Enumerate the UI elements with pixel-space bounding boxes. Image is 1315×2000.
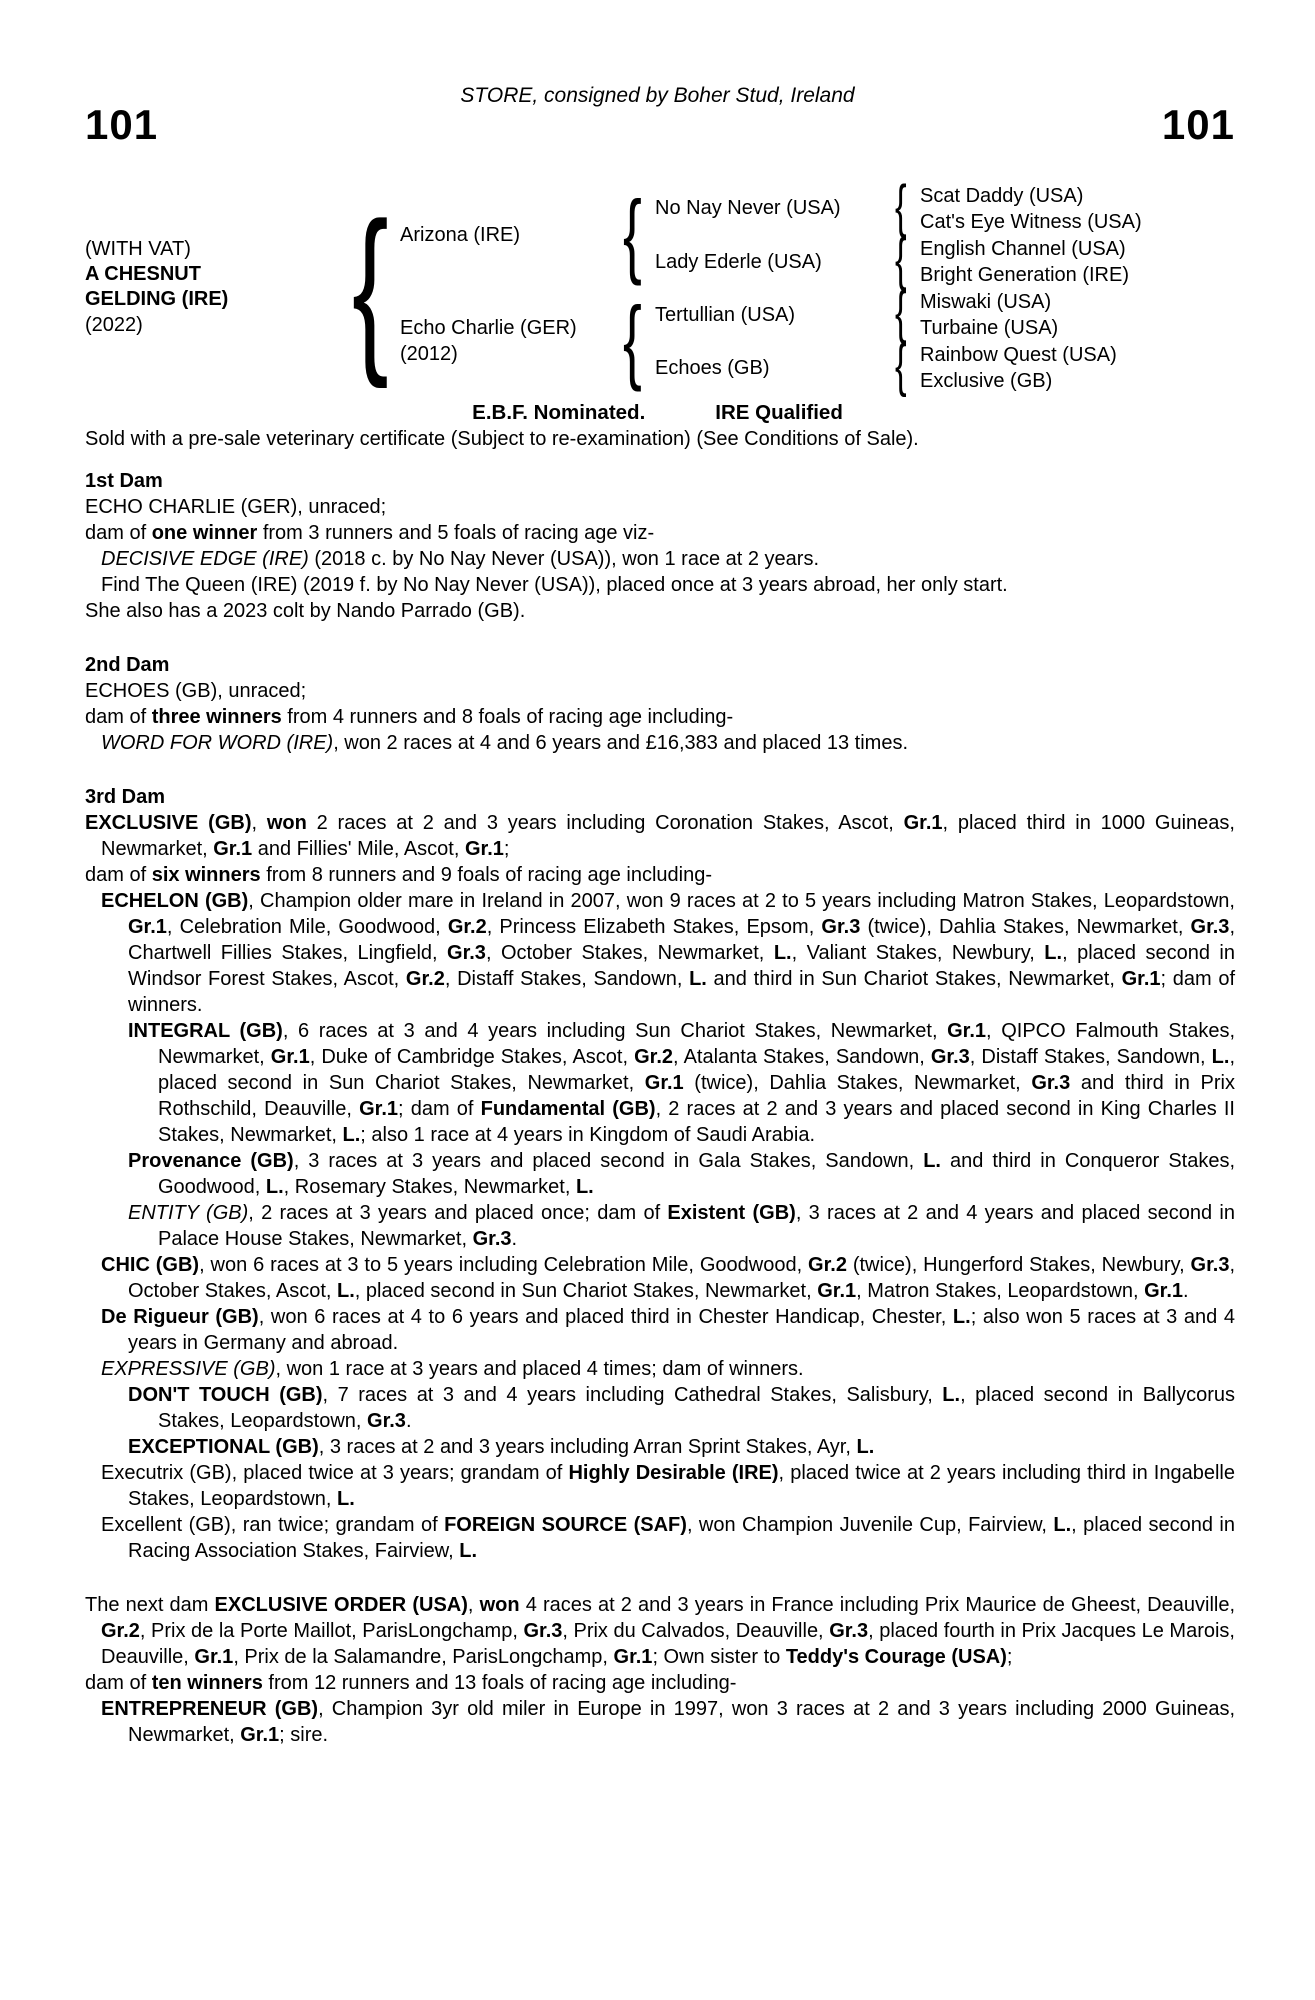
pedigree-paragraph: De Rigueur (GB), won 6 races at 4 to 6 years and placed third in Chester Handicap, Chester, L.; also won 5 races at 3 and 4 years in Germany and abroad. bbox=[101, 1306, 1235, 1354]
section-heading: 2nd Dam bbox=[85, 654, 170, 676]
pedigree-paragraph: ECHOES (GB), unraced; bbox=[85, 680, 307, 702]
pedigree-gen3-5: Miswaki (USA) bbox=[920, 291, 1052, 313]
pedigree-paragraph: ENTREPRENEUR (GB), Champion 3yr old miler in Europe in 1997, won 3 races at 2 and 3 years including 2000 Guineas, Newmarket, Gr.1; sire. bbox=[101, 1698, 1235, 1746]
pedigree-sire-dam: Lady Ederle (USA) bbox=[655, 251, 822, 273]
section-heading: 3rd Dam bbox=[85, 786, 166, 808]
consignor-line: STORE, consigned by Boher Stud, Ireland bbox=[460, 84, 855, 107]
dam-section bbox=[85, 468, 1235, 624]
section-heading: 1st Dam bbox=[85, 470, 163, 492]
lot-number-right: 101 bbox=[1161, 101, 1235, 148]
subject-year: (2022) bbox=[85, 314, 143, 336]
sire-brace bbox=[623, 187, 642, 281]
pedigree-text bbox=[85, 468, 1235, 1748]
pedigree-dam: Echo Charlie (GER) bbox=[400, 317, 577, 339]
dam-section bbox=[85, 784, 1235, 1564]
gen3-brace-4 bbox=[895, 337, 907, 395]
pedigree-sire: Arizona (IRE) bbox=[400, 224, 521, 246]
presale-note: Sold with a pre-sale veterinary certificate (Subject to re-examination) (See Conditions of Sale). bbox=[85, 428, 919, 450]
pedigree-paragraph: EXCEPTIONAL (GB), 3 races at 2 and 3 years including Arran Sprint Stakes, Ayr, L. bbox=[128, 1436, 875, 1458]
pedigree-tree bbox=[0, 0, 1315, 400]
pedigree-paragraph: She also has a 2023 colt by Nando Parrado (GB). bbox=[85, 600, 526, 622]
main-brace bbox=[352, 195, 389, 378]
dam-brace bbox=[623, 293, 642, 387]
lot-number-left: 101 bbox=[85, 101, 159, 148]
pedigree-paragraph: ECHO CHARLIE (GER), unraced; bbox=[85, 496, 387, 518]
pedigree-paragraph: ENTITY (GB), 2 races at 3 years and placed once; dam of Existent (GB), 3 races at 2 and 4 years and placed second in Palace House Stakes, Newmarket, Gr.3. bbox=[128, 1202, 1235, 1250]
ebf-nominated-label: E.B.F. Nominated. bbox=[472, 401, 646, 424]
pedigree-paragraph: CHIC (GB), won 6 races at 3 to 5 years including Celebration Mile, Goodwood, Gr.2 (twice), Hungerford Stakes, Newbury, Gr.3, October Stakes, Ascot, L., placed second in Sun Chariot Stakes, Newmarket, Gr.1, Matron Stakes, Leopardstown, Gr.1. bbox=[101, 1254, 1236, 1302]
pedigree-paragraph: The next dam EXCLUSIVE ORDER (USA), won 4 races at 2 and 3 years in France including Prix Maurice de Gheest, Deauville, Gr.2, Prix de la Porte Maillot, ParisLongchamp, Gr.3, Prix du Calvados, Deauville, Gr.3, placed fourth in Prix Jacques Le Marois, Deauville, Gr.1, Prix de la Salamandre, ParisLongchamp, Gr.1; Own sister to Teddy's Courage (USA); bbox=[85, 1594, 1236, 1668]
pedigree-gen3-2: Cat's Eye Witness (USA) bbox=[920, 211, 1142, 233]
pedigree-gen3-1: Scat Daddy (USA) bbox=[920, 185, 1084, 207]
pedigree-paragraph: Executrix (GB), placed twice at 3 years; grandam of Highly Desirable (IRE), placed twice at 2 years including third in Ingabelle Stakes, Leopardstown, L. bbox=[101, 1462, 1235, 1510]
pedigree-paragraph: DECISIVE EDGE (IRE) (2018 c. by No Nay Never (USA)), won 1 race at 2 years. bbox=[101, 548, 820, 570]
pedigree-paragraph: INTEGRAL (GB), 6 races at 3 and 4 years including Sun Chariot Stakes, Newmarket, Gr.1, QIPCO Falmouth Stakes, Newmarket, Gr.1, Duke of Cambridge Stakes, Ascot, Gr.2, Atalanta Stakes, Sandown, Gr.3, Distaff Stakes, Sandown, L., placed second in Sun Chariot Stakes, Newmarket, Gr.1 (twice), Dahlia Stakes, Newmarket, Gr.3 and third in Prix Rothschild, Deauville, Gr.1; dam of Fundamental (GB), 2 races at 2 and 3 years and placed second in King Charles II Stakes, Newmarket, L.; also 1 race at 4 years in Kingdom of Saudi Arabia. bbox=[128, 1020, 1236, 1146]
pedigree-gen3-7: Rainbow Quest (USA) bbox=[920, 344, 1117, 366]
dam-section bbox=[85, 652, 1235, 756]
pedigree-paragraph: Excellent (GB), ran twice; grandam of FOREIGN SOURCE (SAF), won Champion Juvenile Cup, Fairview, L., placed second in Racing Association Stakes, Fairview, L. bbox=[101, 1514, 1235, 1562]
pedigree-paragraph: Find The Queen (IRE) (2019 f. by No Nay Never (USA)), placed once at 3 years abroad, her only start. bbox=[101, 574, 1008, 596]
pedigree-paragraph: dam of one winner from 3 runners and 5 foals of racing age viz- bbox=[85, 522, 655, 544]
pedigree-dam-dam: Echoes (GB) bbox=[655, 357, 770, 379]
pedigree-paragraph: dam of three winners from 4 runners and 8 foals of racing age including- bbox=[85, 706, 734, 728]
vat-note: (WITH VAT) bbox=[85, 238, 191, 260]
status-line bbox=[0, 401, 1315, 425]
pedigree-gen3-4: Bright Generation (IRE) bbox=[920, 264, 1129, 286]
pedigree-paragraph: dam of ten winners from 12 runners and 13 foals of racing age including- bbox=[85, 1672, 737, 1694]
pedigree-dam-year: (2012) bbox=[400, 343, 458, 365]
pedigree-paragraph: WORD FOR WORD (IRE), won 2 races at 4 and 6 years and £16,383 and placed 13 times. bbox=[101, 732, 909, 754]
pedigree-dam-sire: Tertullian (USA) bbox=[655, 304, 796, 326]
pedigree-sire-sire: No Nay Never (USA) bbox=[655, 197, 841, 219]
subject-name-line2: GELDING (IRE) bbox=[85, 288, 229, 310]
pedigree-paragraph: ECHELON (GB), Champion older mare in Ireland in 2007, won 9 races at 2 to 5 years including Matron Stakes, Leopardstown, Gr.1, Celebration Mile, Goodwood, Gr.2, Princess Elizabeth Stakes, Epsom, Gr.3 (twice), Dahlia Stakes, Newmarket, Gr.3, Chartwell Fillies Stakes, Lingfield, Gr.3, October Stakes, Newmarket, L., Valiant Stakes, Newbury, L., placed second in Windsor Forest Stakes, Ascot, Gr.2, Distaff Stakes, Sandown, L. and third in Sun Chariot Stakes, Newmarket, Gr.1; dam of winners. bbox=[101, 890, 1235, 1016]
pedigree-paragraph: EXPRESSIVE (GB), won 1 race at 3 years and placed 4 times; dam of winners. bbox=[101, 1358, 804, 1380]
subject-name-line1: A CHESNUT bbox=[85, 263, 201, 285]
dam-section bbox=[85, 1592, 1235, 1748]
pedigree-paragraph: dam of six winners from 8 runners and 9 foals of racing age including- bbox=[85, 864, 713, 886]
pedigree-paragraph: Provenance (GB), 3 races at 3 years and placed second in Gala Stakes, Sandown, L. and third in Conqueror Stakes, Goodwood, L., Rosemary Stakes, Newmarket, L. bbox=[128, 1150, 1236, 1198]
pedigree-gen3-6: Turbaine (USA) bbox=[920, 317, 1059, 339]
ire-qualified-label: IRE Qualified bbox=[715, 401, 843, 424]
pedigree-paragraph: EXCLUSIVE (GB), won 2 races at 2 and 3 years including Coronation Stakes, Ascot, Gr.1, placed third in 1000 Guineas, Newmarket, Gr.1 and Fillies' Mile, Ascot, Gr.1; bbox=[85, 812, 1235, 860]
pedigree-paragraph: DON'T TOUCH (GB), 7 races at 3 and 4 years including Cathedral Stakes, Salisbury, L., placed second in Ballycorus Stakes, Leopardstown, Gr.3. bbox=[128, 1384, 1235, 1432]
pedigree-gen3-8: Exclusive (GB) bbox=[920, 370, 1053, 392]
pedigree-gen3-3: English Channel (USA) bbox=[920, 238, 1126, 260]
